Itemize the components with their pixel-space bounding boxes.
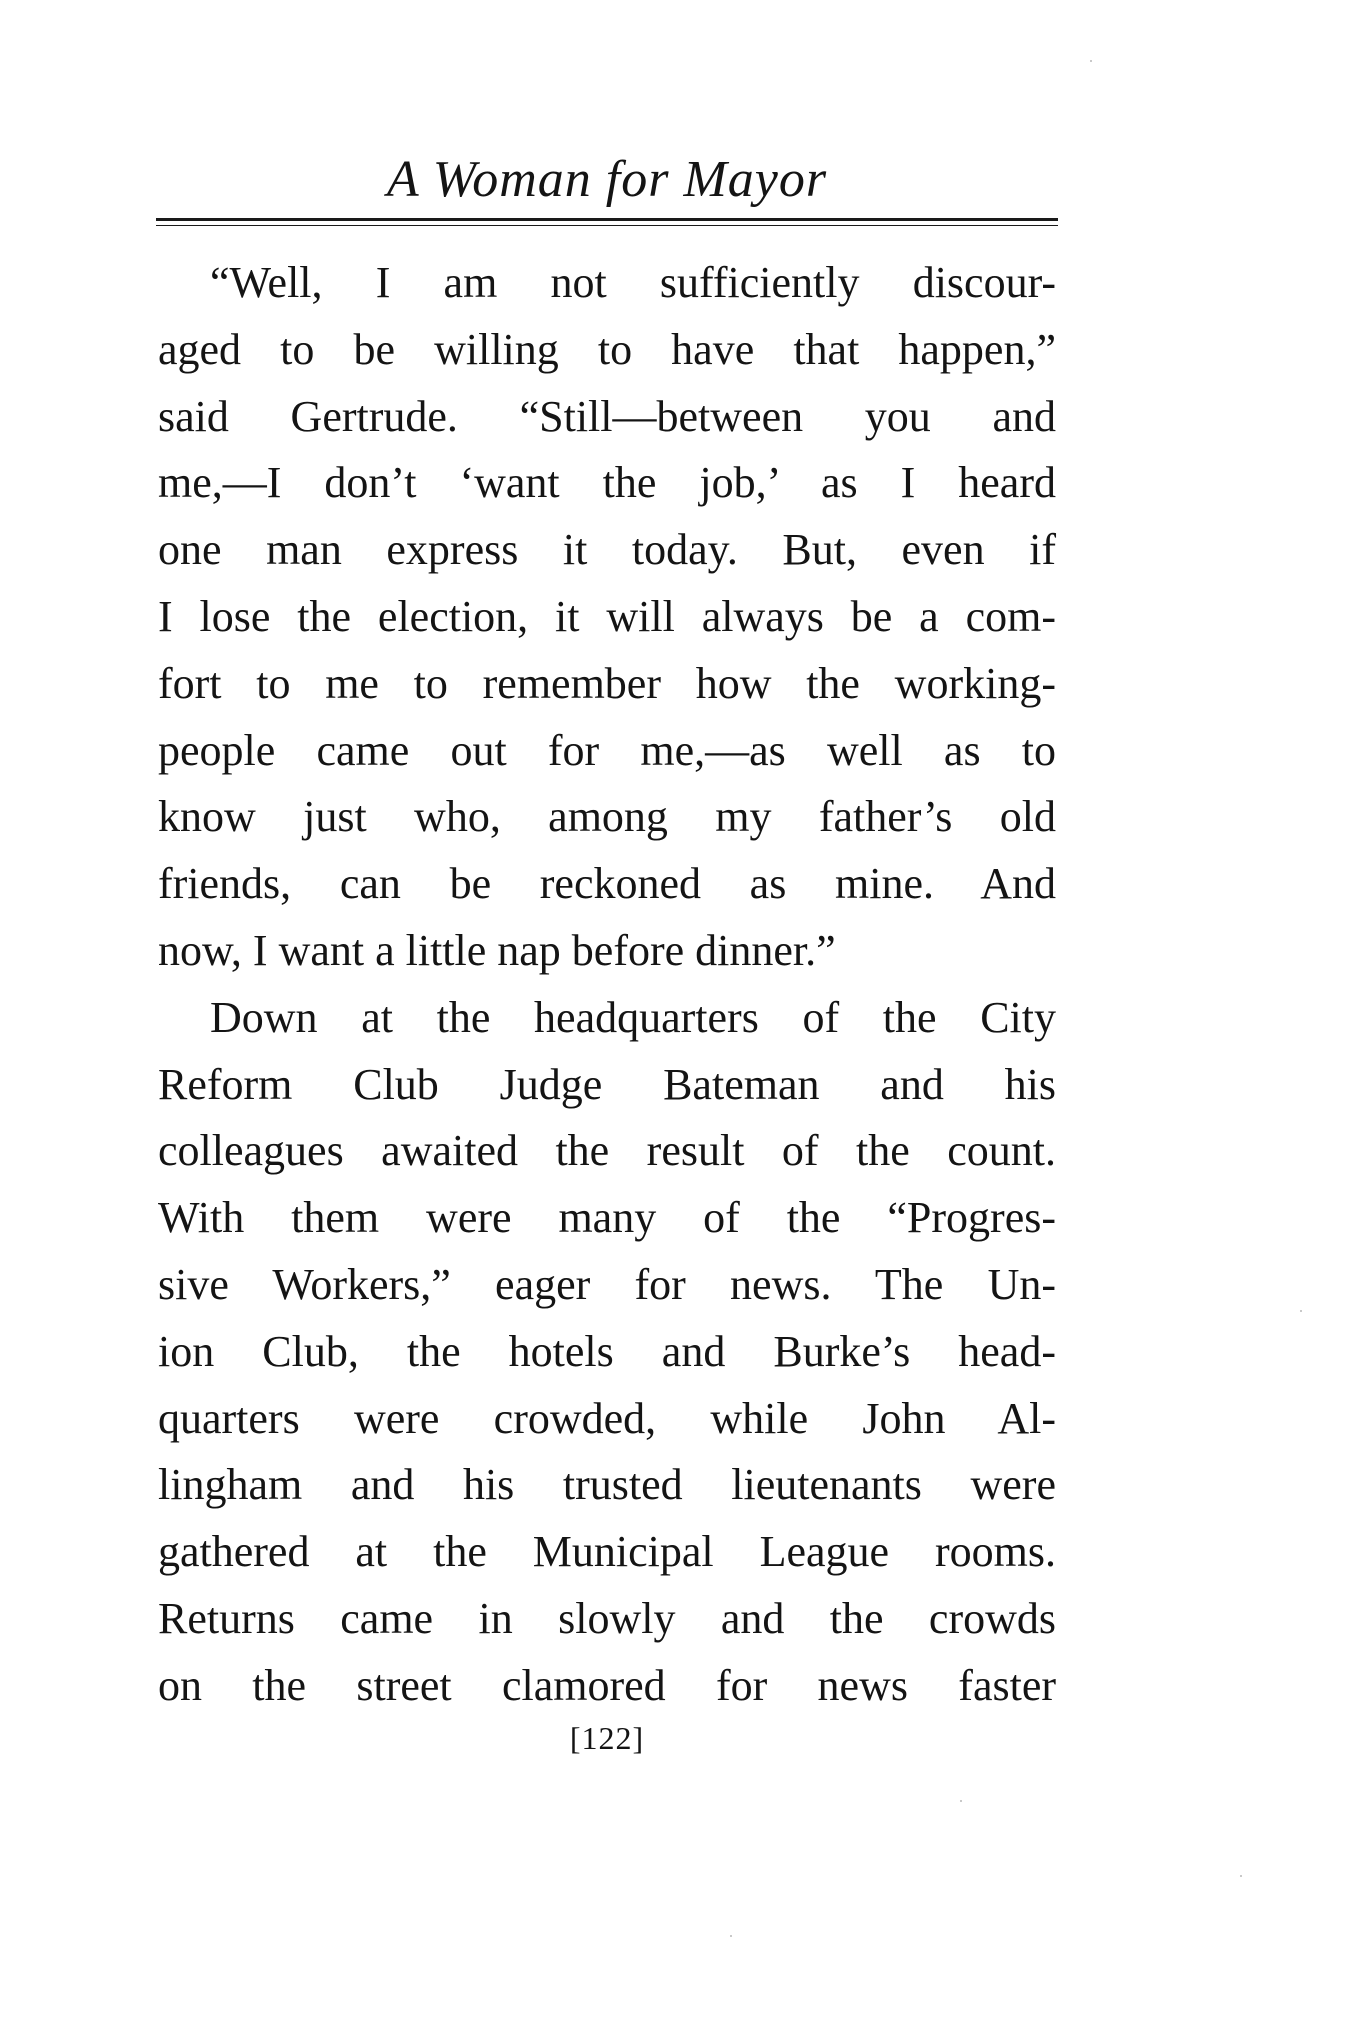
text-line: know just who, among my father’s old — [158, 792, 1056, 842]
paper-speck — [1240, 1875, 1242, 1877]
text-line: me,—I don’t ‘want the job,’ as I heard — [158, 458, 1056, 508]
paper-speck — [1090, 60, 1092, 62]
text-line: lingham and his trusted lieutenants were — [158, 1460, 1056, 1510]
text-line: Reform Club Judge Bateman and his — [158, 1059, 1056, 1109]
text-line: ion Club, the hotels and Burke’s head- — [158, 1326, 1056, 1376]
paper-speck — [730, 1935, 732, 1937]
text-line: fort to me to remember how the working- — [158, 658, 1056, 708]
text-line: Returns came in slowly and the crowds — [158, 1593, 1056, 1643]
text-line: aged to be willing to have that happen,” — [158, 324, 1056, 374]
page-number: [122] — [569, 1720, 645, 1756]
text-line: Down at the headquarters of the City — [210, 992, 1056, 1042]
text-line: now, I want a little nap before dinner.” — [158, 925, 836, 975]
running-head: A Woman for Mayor — [386, 151, 828, 208]
text-line: “Well, I am not sufficiently discour- — [210, 258, 1056, 307]
text-line: one man express it today. But, even if — [158, 525, 1056, 575]
text-line: friends, can be reckoned as mine. And — [158, 859, 1056, 909]
text-line: gathered at the Municipal League rooms. — [158, 1527, 1056, 1577]
paper-speck — [960, 1800, 962, 1802]
text-line: said Gertrude. “Still—between you and — [158, 391, 1056, 441]
paragraph — [158, 250, 1056, 985]
paragraph — [158, 985, 1056, 1720]
text-line: sive Workers,” eager for news. The Un- — [158, 1259, 1056, 1309]
text-line: colleagues awaited the result of the count. — [158, 1126, 1056, 1176]
text-line: on the street clamored for news faster — [158, 1660, 1056, 1710]
text-line: quarters were crowded, while John Al- — [158, 1393, 1056, 1443]
text-line: I lose the election, it will always be a com- — [158, 591, 1056, 641]
text-line: With them were many of the “Progres- — [158, 1193, 1056, 1243]
double-rule — [156, 218, 1058, 226]
body-text — [158, 250, 1056, 1720]
paper-speck — [1300, 1310, 1302, 1312]
text-line: people came out for me,—as well as to — [158, 725, 1056, 775]
